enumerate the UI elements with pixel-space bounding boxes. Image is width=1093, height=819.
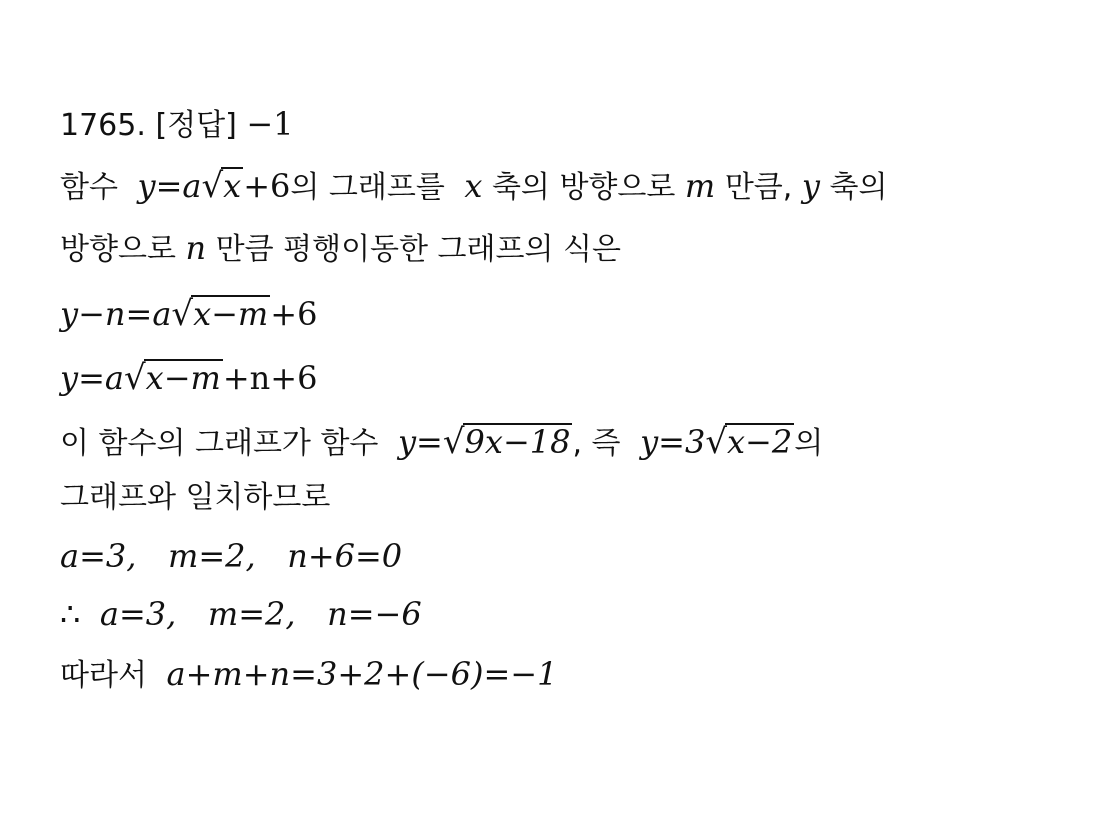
eq8-n: n+6=0 [287,537,403,575]
text-axis: 축의 [829,170,888,205]
text-this-function: 이 함수의 그래프가 함수 [60,426,379,461]
sqrt-x-minus-2: √x−2 [705,422,793,462]
eq5-lhs: y=a [60,359,124,397]
eq4-rhs: +6 [270,295,318,333]
therefore-symbol: ∴ [60,595,81,633]
eq6a-lhs: y= [397,423,443,461]
equation-line-8 [60,530,402,582]
text-line-7 [60,472,330,524]
text-translation: 만큼 평행이동한 그래프의 식은 [215,232,621,267]
equation-line-4 [60,288,317,340]
text-line-6 [60,416,823,468]
eq8-m: m=2, [167,537,256,575]
eq10-final: a+m+n=3+2+(−6)=−1 [166,655,558,693]
sqrt-9x-minus-18: √9x−18 [442,422,571,462]
eq5-rhs: +n+6 [222,359,318,397]
math-plus6: +6 [243,167,291,205]
math-m: m [684,167,716,205]
text-graph: 의 그래프를 [290,170,445,205]
math-y2: y [801,167,820,205]
text-coincides: 그래프와 일치하므로 [60,480,331,515]
eq8-a: a=3, [60,537,137,575]
math-y: y [137,167,156,205]
text-by: 만큼, [724,170,793,205]
equation-line-9 [60,588,422,640]
text-line-2 [60,160,887,212]
eq9-m: m=2, [207,595,296,633]
text-direction: 방향으로 [60,232,176,267]
text-function: 함수 [60,170,118,205]
text-namely: , 즉 [572,426,621,461]
math-a: a [182,167,202,205]
math-eq: = [155,167,183,205]
problem-number: 1765. [60,108,146,143]
text-line-3 [60,222,621,274]
sqrt-x-minus-m: √x−m [171,294,269,334]
math-n: n [185,229,207,267]
answer-line [60,98,294,150]
answer-label: [정답] [155,108,237,143]
sqrt-x: √x [201,166,242,206]
text-axis-direction: 축의 방향으로 [491,170,676,205]
equation-line-5 [60,352,317,404]
sqrt-x-minus-m-2: √x−m [123,358,221,398]
eq9-a: a=3, [99,595,177,633]
text-therefore: 따라서 [60,658,147,693]
text-of: 의 [794,426,824,461]
math-x: x [464,167,483,205]
eq6b-lhs: y=3 [640,423,706,461]
answer-value: −1 [246,105,294,143]
text-line-10 [60,648,557,700]
eq9-n: n=−6 [327,595,422,633]
eq4-lhs: y−n=a [60,295,172,333]
